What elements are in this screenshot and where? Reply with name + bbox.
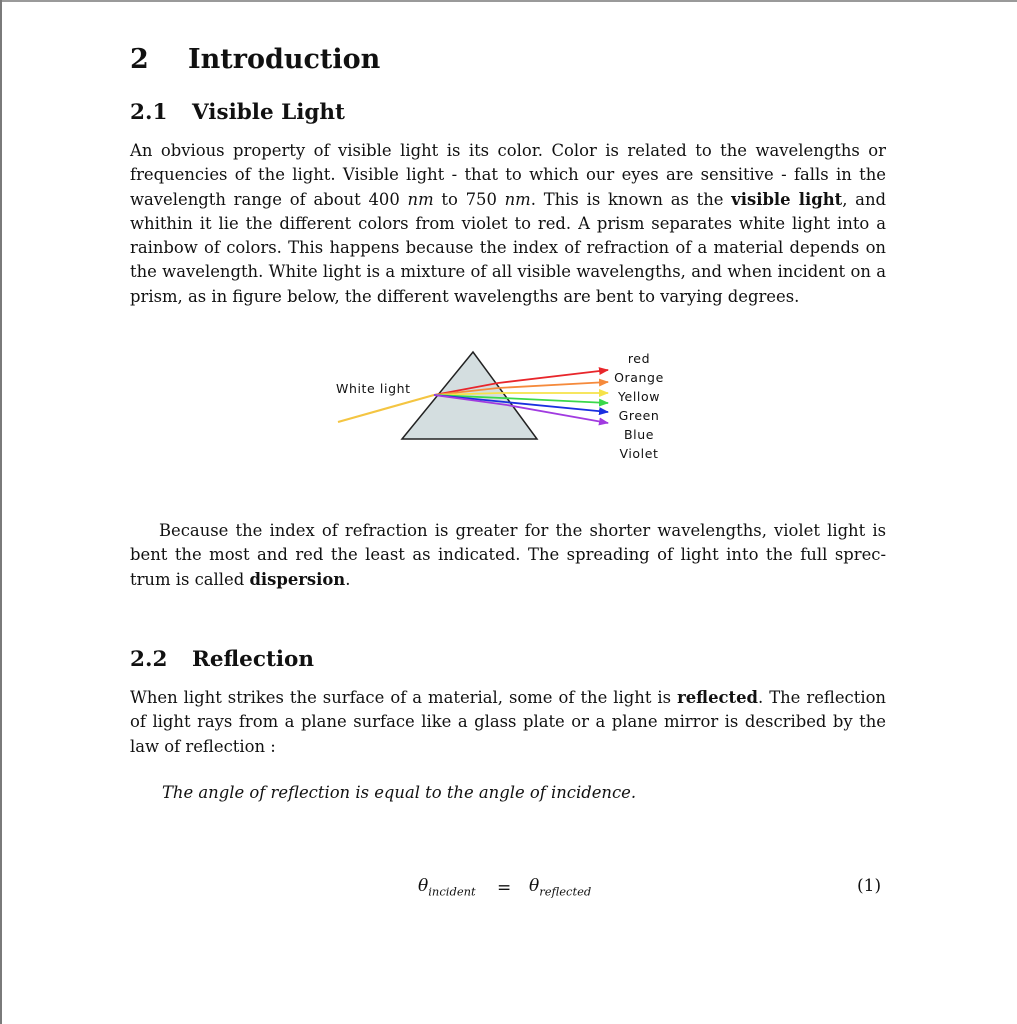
text-run: Because the index of refraction is greater for the shorter wavelengths, violet light is bent the most and red the least as indicated. The spreading of light into the full sprec-trum is called bbox=[130, 521, 886, 589]
spectrum-label-yellow: Yellow bbox=[617, 389, 661, 404]
paragraph-reflection bbox=[130, 686, 886, 759]
subsection-heading-reflection bbox=[130, 647, 314, 672]
term-dispersion: dispersion bbox=[249, 569, 346, 589]
subscript-incident: incident bbox=[428, 884, 476, 899]
spectrum-label-violet: Violet bbox=[619, 446, 659, 461]
text-run: . bbox=[345, 569, 351, 589]
spectrum-label-red: red bbox=[627, 351, 651, 366]
text-run: An obvious property of visible light is its color. Color is related to the wavelengths or frequencies of the light. Visible light - that to which our eyes are sensitive - falls in the wavelength range of about 400 bbox=[130, 141, 886, 209]
equation-rhs bbox=[529, 876, 591, 898]
ray-red-outside bbox=[498, 370, 608, 383]
unit-nm: nm bbox=[504, 189, 531, 209]
equals-sign: = bbox=[497, 878, 512, 898]
spectrum-label-blue: Blue bbox=[623, 427, 655, 442]
subsection-title: Visible Light bbox=[192, 100, 345, 125]
subsection-number: 2.1 bbox=[130, 100, 168, 125]
spectrum-label-orange: Orange bbox=[614, 370, 664, 385]
subsection-heading-visible-light bbox=[130, 100, 345, 125]
spectrum-label-green: Green bbox=[618, 408, 660, 423]
text-run: . The reflection of light rays from a plane surface like a glass plate or a plane mirror is described by the law of reflection : bbox=[130, 688, 886, 756]
term-reflected: reflected bbox=[677, 688, 758, 707]
text-run: When light strikes the surface of a material, some of the light is bbox=[130, 688, 678, 707]
section-title: Introduction bbox=[188, 44, 381, 75]
ray-orange-outside bbox=[498, 382, 608, 388]
section-heading-introduction bbox=[130, 44, 380, 75]
text-run: . This is known as the bbox=[530, 189, 732, 209]
paragraph-visible-light bbox=[130, 139, 886, 309]
law-of-reflection-statement: The angle of reflection is equal to the angle of incidence. bbox=[162, 783, 637, 802]
subsection-number: 2.2 bbox=[130, 647, 168, 672]
equation-lhs bbox=[418, 876, 476, 898]
term-visible-light: visible light bbox=[731, 189, 843, 209]
theta-symbol: θ bbox=[418, 876, 429, 896]
equation-number: (1) bbox=[857, 876, 882, 896]
paragraph-dispersion bbox=[130, 519, 886, 592]
white-light-label: White light bbox=[336, 381, 411, 396]
unit-nm: nm bbox=[407, 189, 434, 209]
text-run: , and whithin it lie the different colors from violet to red. A prism separates white light into a rainbow of colors. This happens because the index of refraction of a material depends on the wavelength. White light is a mixture of all visible wavelengths, and when incident on a prism, as in figure below, the different wavelengths are bent to varying degrees. bbox=[130, 189, 887, 306]
equation-1 bbox=[0, 870, 1017, 910]
ray-green-outside bbox=[502, 398, 608, 403]
text-run: to 750 bbox=[433, 189, 505, 209]
subsection-title: Reflection bbox=[192, 647, 315, 672]
subscript-reflected: reflected bbox=[539, 884, 592, 899]
prism-triangle bbox=[402, 352, 537, 439]
section-number: 2 bbox=[130, 44, 149, 75]
prism-dispersion-figure bbox=[320, 340, 700, 470]
theta-symbol: θ bbox=[529, 876, 540, 896]
